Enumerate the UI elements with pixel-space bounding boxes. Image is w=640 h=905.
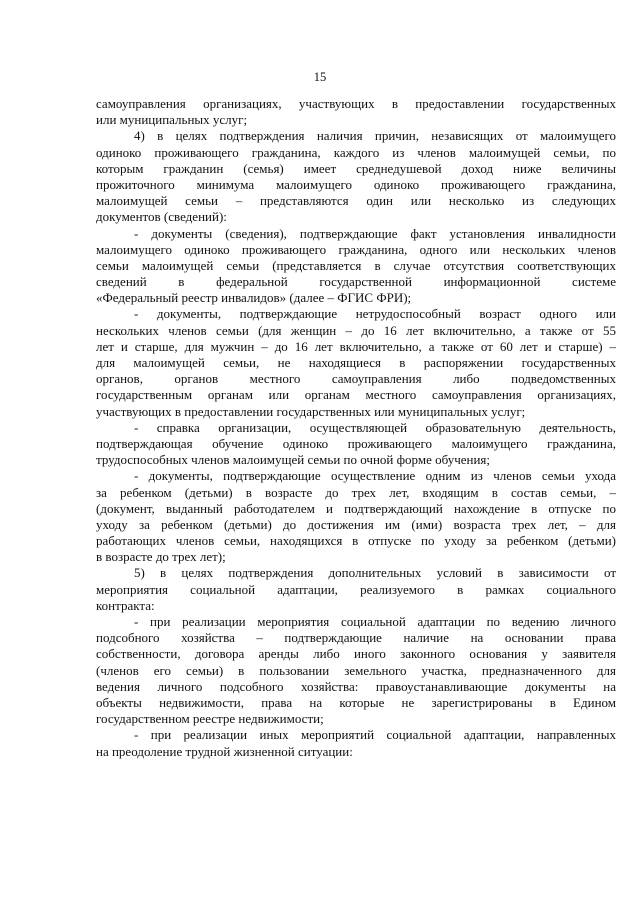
text-line: органов, органов местного самоуправления либо подведомственных bbox=[96, 371, 616, 387]
text-line: государственном реестре недвижимости; bbox=[96, 711, 324, 727]
text-line: «Федеральный реестр инвалидов» (далее – ФГИС ФРИ); bbox=[96, 290, 412, 306]
text-line: - документы, подтверждающие нетрудоспособный возраст одного или bbox=[134, 306, 616, 322]
text-line: - документы, подтверждающие осуществление одним из членов семьи ухода bbox=[134, 468, 616, 484]
text-line: которым гражданин (семья) имеет среднедушевой доход ниже величины bbox=[96, 160, 616, 176]
text-line: или муниципальных услуг; bbox=[96, 112, 248, 128]
text-line: для малоимущей семьи, не находящиеся в распоряжении государственных bbox=[96, 355, 616, 370]
text-line: одиноко проживающего гражданина, каждого из членов малоимущей семьи, по bbox=[96, 144, 616, 160]
text-line: 4) в целях подтверждения наличия причин, независящих от малоимущего bbox=[134, 128, 616, 144]
text-line: участвующих в предоставлении государственных или муниципальных услуг; bbox=[96, 403, 526, 419]
text-line: собственности, договора аренды либо иного законного основания у заявителя bbox=[96, 646, 616, 662]
text-line: прожиточного минимума малоимущего одиноко проживающего гражданина, bbox=[96, 176, 616, 192]
text-line: - при реализации иных мероприятий социальной адаптации, направленных bbox=[134, 727, 616, 743]
text-line: (документ, выданный работодателем и подтверждающий нахождение в отпуске по bbox=[96, 500, 616, 516]
text-line: - при реализации мероприятия социальной адаптации по ведению личного bbox=[134, 614, 616, 629]
text-line: на преодоление трудной жизненной ситуации: bbox=[96, 743, 353, 759]
text-line: мероприятия социальной адаптации, реализуемого в рамках социального bbox=[96, 581, 616, 597]
text-line: малоимущего одиноко проживающего гражданина, одного или нескольких членов bbox=[96, 241, 616, 257]
document-body bbox=[96, 96, 616, 760]
text-line: подтверждающая обучение одиноко проживающего малоимущего гражданина, bbox=[96, 435, 616, 451]
text-line: самоуправления организациях, участвующих в предоставлении государственных bbox=[96, 96, 616, 111]
text-line: контракта: bbox=[96, 597, 155, 613]
text-line: нескольких членов семьи (для женщин – до 16 лет включительно, а также от 55 bbox=[96, 322, 616, 338]
text-line: трудоспособных членов малоимущей семьи по очной форме обучения; bbox=[96, 452, 491, 468]
text-line: - документы (сведения), подтверждающие факт установления инвалидности bbox=[134, 225, 616, 241]
page-number: 15 bbox=[313, 70, 327, 84]
text-line: за ребенком (детьми) в возрасте до трех лет, входящим в состав семьи, – bbox=[96, 484, 616, 500]
text-line: работающих членов семьи, находящихся в отпуске по уходу за ребенком (детьми) bbox=[96, 533, 616, 549]
text-line: 5) в целях подтверждения дополнительных условий в зависимости от bbox=[134, 565, 616, 581]
text-line: ведения личного подсобного хозяйства: правоустанавливающие документы на bbox=[96, 678, 616, 694]
text-line: подсобного хозяйства – подтверждающие наличие на основании права bbox=[96, 630, 616, 646]
text-line: лет и старше, для мужчин – до 16 лет включительно, а также от 60 лет и старше) – bbox=[96, 338, 616, 354]
text-line: семьи малоимущей семьи (представляется в случае отсутствия соответствующих bbox=[96, 257, 616, 273]
text-line: (членов его семьи) в пользовании земельного участка, предназначенного для bbox=[96, 662, 616, 678]
text-line: малоимущей семьи – представляются один или несколько из следующих bbox=[96, 193, 616, 209]
text-line: уходу за ребенком (детьми) до достижения им (ими) возраста трех лет, – для bbox=[96, 516, 616, 532]
text-line: в возрасте до трех лет); bbox=[96, 549, 226, 565]
text-line: документов (сведений): bbox=[96, 209, 227, 225]
text-line: объекты недвижимости, права на которые не зарегистрированы в Едином bbox=[96, 694, 616, 710]
text-line: - справка организации, осуществляющей образовательную деятельность, bbox=[134, 419, 616, 435]
text-line: сведений в федеральной государственной информационной системе bbox=[96, 274, 616, 290]
text-line: государственным органам или органам местного самоуправления организациях, bbox=[96, 387, 616, 403]
